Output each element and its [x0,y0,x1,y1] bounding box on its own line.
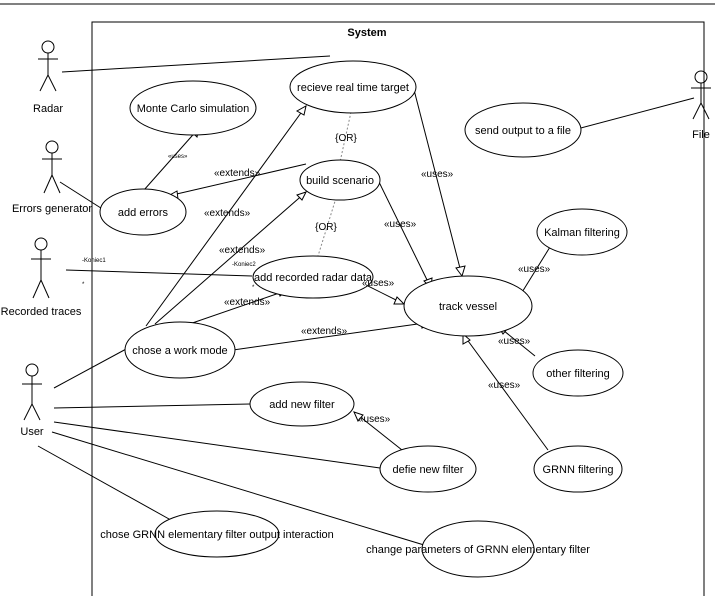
svg-text:add errors: add errors [117,207,169,219]
svg-text:Monte Carlo simulation: Monte Carlo simulation [136,103,250,115]
actor-user[interactable] [20,364,44,438]
actor-errors-generator[interactable] [12,141,92,215]
actor-recorded-traces[interactable] [1,238,82,318]
label-uses-define-add: «uses» [358,414,391,425]
label-uses-recorded-track: «uses» [362,278,395,289]
use-case-work-mode[interactable] [125,322,235,378]
label-koniec1: -Koniec1 [82,258,106,264]
label-extends-build: «extends» [219,245,266,256]
svg-text:Kalman filtering: Kalman filtering [544,227,620,239]
assoc-user-addfilter [54,404,250,408]
svg-text:change parameters of GRNN elem: change parameters of GRNN elementary filter [366,544,590,556]
use-case-grnn-filtering[interactable] [534,446,622,492]
svg-text:File: File [692,129,710,141]
label-star-1: * [82,282,85,288]
svg-text:recieve real time target: recieve real time target [297,82,409,94]
assoc-user-definefilter [54,422,380,468]
use-case-add-filter[interactable] [250,382,354,426]
svg-text:GRNN filtering: GRNN filtering [542,464,614,476]
assoc-file-sendoutput [577,98,694,129]
use-case-add-errors[interactable] [100,189,186,235]
actor-file[interactable] [691,71,711,141]
svg-text:Radar: Radar [33,103,63,115]
dep-build-track [379,182,431,288]
system-title: System [347,27,387,39]
label-uses-kalman: «uses» [518,264,551,275]
use-case-grnn-output[interactable] [100,511,334,557]
svg-text:User: User [20,426,44,438]
label-extends-recorded: «extends» [224,297,271,308]
use-case-define-filter[interactable] [380,446,476,492]
use-case-add-recorded[interactable] [253,256,373,298]
svg-text:add new filter: add new filter [269,399,335,411]
use-case-other-filtering[interactable] [533,350,623,396]
svg-text:chose a work mode: chose a work mode [132,345,228,357]
label-or-2: {OR} [315,222,337,233]
svg-text:other filtering: other filtering [546,368,610,380]
label-uses-other: «uses» [498,336,531,347]
svg-text:defie new filter: defie new filter [392,464,464,476]
dep-grnn-track [463,334,548,450]
arrow-track-recorded [394,297,404,304]
label-uses-small: «uses» [168,154,188,160]
svg-text:add recorded radar data: add recorded radar data [253,272,373,284]
assoc-traces-recorded [66,270,252,276]
use-case-grnn-params[interactable] [366,521,590,577]
use-case-monte-carlo[interactable] [130,81,256,135]
label-star-2: * [252,285,255,291]
svg-text:build scenario: build scenario [306,175,374,187]
label-extends-track: «extends» [301,326,348,337]
label-uses-receive-track: «uses» [421,169,454,180]
label-extends-receive: «extends» [204,208,251,219]
label-extends-errors: «extends» [214,168,261,179]
use-case-build-scenario[interactable] [300,160,380,200]
svg-text:Errors generator: Errors generator [11,203,93,215]
label-koniec2: -Koniec2 [232,262,256,268]
assoc-user-grnnoutput [38,446,178,524]
use-case-receive[interactable] [290,61,416,113]
svg-text:Recorded traces: Recorded traces [0,306,82,318]
label-or-1: {OR} [335,133,357,144]
use-case-track-vessel[interactable] [404,276,532,336]
svg-text:chose GRNN elementary filter o: chose GRNN elementary filter output interaction [100,529,334,541]
use-case-kalman[interactable] [537,209,627,255]
label-uses-build-track: «uses» [384,219,417,230]
label-uses-grnn: «uses» [488,380,521,391]
assoc-user-workmode [54,348,128,388]
svg-text:send output to a file: send output to a file [474,125,572,137]
arrow-receive [297,106,306,115]
assoc-radar-receive [62,56,330,72]
svg-text:track vessel: track vessel [438,301,498,313]
arrow-track-receive [456,266,465,276]
actor-radar[interactable] [33,41,63,115]
use-case-send-output[interactable] [465,103,581,157]
